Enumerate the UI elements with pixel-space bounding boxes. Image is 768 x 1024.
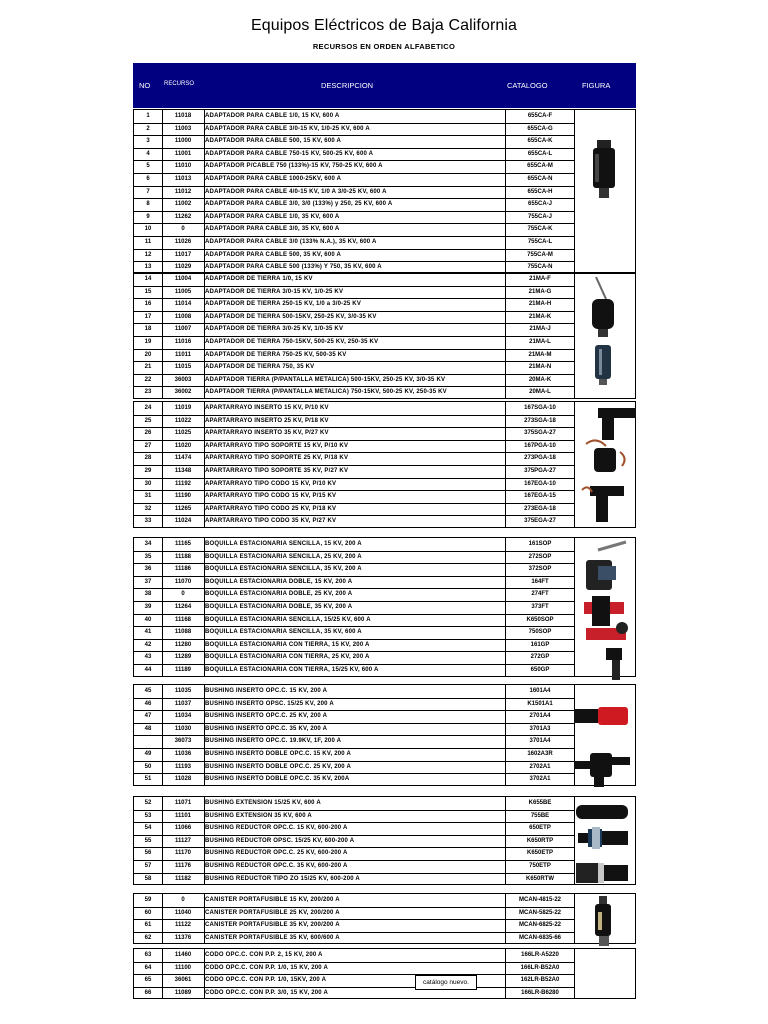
catalog-code: K650ETP (526, 850, 553, 857)
resource-code: 11015 (174, 364, 192, 371)
resource-code: 36003 (174, 376, 192, 383)
description: BUSHING REDUCTOR TIPO ZO 15/25 KV, 600-200 A (205, 875, 360, 882)
col-catalogo: CATALOGO (507, 81, 548, 90)
row-number: 34 (144, 541, 152, 547)
row-number: 48 (144, 725, 152, 732)
catalog-code: 1601A4 (529, 688, 551, 694)
description: CANISTER PORTAFUSIBLE 15 KV, 200/200 A (205, 897, 340, 903)
catalog-code: 3702A1 (529, 776, 551, 783)
description: BOQUILLA ESTACIONARIA SENCILLA, 35 KV, 600 A (205, 629, 362, 636)
catalog-code: 655CA-N (527, 176, 553, 182)
catalog-code: MCAN-6825-22 (518, 922, 561, 929)
description: CODO OPC.C. CON P.P. 3/0, 15 KV, 200 A (205, 989, 328, 996)
resource-code: 11289 (174, 654, 192, 661)
row-number: 51 (144, 776, 152, 783)
row-number: 33 (144, 518, 152, 525)
row-number: 59 (144, 897, 152, 903)
catalog-code: 274FT (531, 591, 549, 598)
description: BUSHING EXTENSION 35 KV, 600 A (205, 812, 312, 819)
description: ADAPTADOR DE TIERRA 750, 35 KV (205, 364, 315, 371)
row-number: 57 (144, 863, 152, 869)
row-number: 1 (146, 113, 150, 119)
row-number: 25 (144, 417, 152, 424)
description: APARTARRAYO TIPO SOPORTE 25 KV, P/18 KV (205, 455, 349, 462)
resource-code: 11003 (174, 125, 192, 132)
description: APARTARRAYO TIPO SOPORTE 15 KV, P/10 KV (205, 442, 349, 449)
row-number: 16 (144, 301, 152, 308)
catalog-code: 755BE (530, 812, 550, 819)
catalog-code: 21MA-K (528, 313, 552, 320)
resource-code: 11017 (174, 251, 192, 258)
catalog-code: 167EGA-15 (524, 493, 556, 500)
description: BOQUILLA ESTACIONARIA DOBLE, 35 KV, 200 A (205, 604, 353, 610)
resource-code: 11100 (174, 964, 192, 971)
description: BUSHING REDUCTOR OPC.C. 25 KV, 600-200 A (205, 850, 348, 857)
ground-adapter-icon (582, 277, 622, 392)
row-number: 46 (144, 700, 152, 707)
row-number: 52 (144, 800, 152, 806)
catalog-code: 167EGA-10 (524, 480, 556, 487)
resource-code: 11264 (174, 604, 192, 610)
description: ADAPTADOR PARA CABLE 1/0, 35 KV, 600 A (205, 213, 340, 220)
row-number: 20 (144, 351, 152, 358)
catalog-code: 161GP (530, 641, 550, 648)
row-number: 24 (144, 405, 152, 411)
description: ADAPTADOR PARA CABLE 1/0, 15 KV, 600 A (205, 113, 340, 119)
catalog-code: 373FT (531, 604, 549, 610)
row-number: 50 (144, 763, 152, 770)
catalog-code: 273SGA-18 (524, 417, 556, 424)
catalog-code: 750ETP (529, 863, 551, 869)
resource-code: 11280 (174, 641, 192, 648)
row-number: 12 (144, 251, 152, 258)
resource-code: 11088 (174, 629, 192, 636)
description: BUSHING EXTENSION 15/25 KV, 600 A (205, 800, 321, 806)
row-number: 42 (144, 641, 152, 648)
description: ADAPTADOR DE TIERRA 1/0, 15 KV (205, 276, 313, 282)
description: ADAPTADOR DE TIERRA 3/0-25 KV, 1/0-35 KV (205, 326, 344, 333)
catalog-code: 755CA-J (527, 213, 552, 220)
row-number: 29 (144, 468, 152, 474)
resource-code: 0 (181, 226, 185, 233)
resource-code: 11011 (174, 351, 192, 358)
row-number: 39 (144, 604, 152, 610)
description: BOQUILLA ESTACIONARIA SENCILLA, 15/25 KV, 600 A (205, 616, 371, 623)
row-number: 8 (146, 201, 150, 208)
catalog-code: 20MA-L (529, 389, 551, 396)
catalog-code: 755CA-L (527, 239, 553, 245)
page-title: Equipos Eléctricos de Baja California (250, 17, 518, 34)
description: BUSHING REDUCTOR OPSC. 15/25 KV, 600-200 A (205, 837, 355, 844)
arrester-icon (580, 404, 640, 531)
description: BOQUILLA ESTACIONARIA SENCILLA, 15 KV, 200 A (205, 541, 362, 547)
catalog-code: 655CA-M (527, 163, 553, 170)
description: BUSHING INSERTO DOBLE OPC.C. 25 KV, 200 A (205, 763, 352, 770)
row-number: 26 (144, 430, 152, 437)
resource-code: 11012 (174, 188, 192, 195)
catalog-code: 655CA-F (527, 113, 553, 119)
description: APARTARRAYO TIPO CODO 35 KV, P/27 KV (205, 518, 337, 525)
description: BOQUILLA ESTACIONARIA DOBLE, 15 KV, 200 A (205, 578, 353, 585)
row-number: 9 (146, 213, 150, 220)
column-divider (574, 894, 575, 943)
row-number: 31 (144, 493, 152, 500)
catalog-code: MCAN-5825-22 (518, 909, 561, 916)
description: ADAPTADOR PARA CABLE 1000-25KV, 600 A (205, 176, 342, 182)
description: BUSHING INSERTO DOBLE OPC.C. 15 KV, 200 A (205, 751, 352, 757)
resource-code: 11007 (174, 326, 192, 333)
catalog-code: 166LR-B6280 (521, 989, 559, 996)
catalog-code: 655CA-G (527, 125, 553, 132)
column-divider (574, 402, 575, 527)
row-number: 62 (144, 934, 152, 941)
catalog-code: K655BE (528, 800, 552, 806)
adapter-icon (589, 140, 619, 205)
row-number: 45 (144, 688, 152, 694)
row-number: 6 (146, 176, 150, 182)
row-number: 35 (144, 553, 152, 560)
resource-code: 11376 (174, 934, 192, 941)
row-number: 4 (146, 150, 150, 157)
row-number: 2 (146, 125, 150, 132)
resource-code: 11000 (174, 138, 192, 145)
resource-code: 11029 (174, 264, 192, 271)
description: BOQUILLA ESTACIONARIA DOBLE, 25 KV, 200 A (205, 591, 353, 598)
resource-code: 11265 (174, 505, 192, 512)
catalog-code: 655CA-H (527, 188, 553, 195)
resource-code: 36002 (174, 389, 192, 396)
description: ADAPTADOR TIERRA (P/PANTALLA METALICA) 500-15KV, 250-25 KV, 3/0-35 KV (205, 376, 446, 383)
row-number: 5 (146, 163, 150, 170)
resource-code: 11182 (174, 875, 192, 882)
resource-code: 11192 (174, 480, 192, 487)
description: ADAPTADOR PARA CABLE 3/0-15 KV, 1/0-25 KV, 600 A (205, 125, 370, 132)
description: APARTARRAYO INSERTO 25 KV, P/18 KV (205, 417, 329, 424)
row-group (133, 684, 636, 786)
row-number: 27 (144, 442, 152, 449)
description: ADAPTADOR P/CABLE 750 (133%)-15 KV, 750-25 KV, 600 A (205, 163, 383, 170)
catalog-code: 167SGA-10 (524, 405, 556, 411)
description: ADAPTADOR PARA CABLE 3/0, 35 KV, 600 A (205, 226, 340, 233)
column-divider (574, 538, 575, 676)
row-number: 66 (144, 989, 152, 996)
row-number: 14 (144, 276, 152, 282)
row-number: 21 (144, 364, 152, 371)
description: ADAPTADOR PARA CABLE 500 (133%) Y 750, 35 KV, 600 A (205, 264, 382, 271)
description: CANISTER PORTAFUSIBLE 35 KV, 200/200 A (205, 922, 340, 929)
catalog-code: 21MA-F (529, 276, 551, 282)
row-number: 18 (144, 326, 152, 333)
catalog-code: 372SOP (528, 566, 552, 573)
catalog-code: 162LR-B52A0 (520, 977, 560, 984)
description: BUSHING REDUCTOR OPC.C. 15 KV, 600-200 A (205, 825, 348, 832)
row-number: 56 (144, 850, 152, 857)
resource-code: 11165 (174, 541, 192, 547)
row-number: 15 (144, 288, 152, 295)
row-number: 40 (144, 616, 152, 623)
column-divider (574, 949, 575, 998)
resource-code: 11026 (174, 239, 192, 245)
resource-code: 11014 (174, 301, 192, 308)
description: BOQUILLA ESTACIONARIA CON TIERRA, 15/25 KV, 600 A (205, 667, 379, 673)
row-number: 17 (144, 313, 152, 320)
resource-code: 11036 (174, 751, 192, 757)
catalog-code: 166LR-B52A0 (520, 964, 560, 971)
resource-code: 11024 (174, 518, 192, 525)
row-number: 49 (144, 751, 152, 757)
resource-code: 0 (181, 591, 185, 598)
row-number: 38 (144, 591, 152, 598)
catalog-code: 161SOP (528, 541, 552, 547)
row-number: 58 (144, 875, 152, 882)
description: APARTARRAYO TIPO CODO 15 KV, P/15 KV (205, 493, 337, 500)
col-figura: FIGURA (582, 81, 611, 90)
description: ADAPTADOR PARA CABLE 500, 35 KV, 600 A (205, 251, 342, 258)
catalog-code: K650RTP (526, 837, 554, 844)
catalog-code: 20MA-K (528, 376, 552, 383)
fuse-canister-icon (589, 896, 619, 953)
row-group (133, 272, 636, 399)
catalog-code: 1602A3R (527, 751, 553, 757)
comment-note: catálogo nuevo. (415, 975, 477, 990)
resource-code: 11034 (174, 713, 192, 720)
resource-code: 36073 (174, 738, 192, 745)
catalog-code: 272GP (530, 654, 550, 661)
row-number: 43 (144, 654, 152, 661)
row-number: 54 (144, 825, 152, 832)
description: ADAPTADOR DE TIERRA 250-15 KV, 1/0 a 3/0-25 KV (205, 301, 362, 308)
row-group (133, 948, 636, 999)
catalog-code: 272SOP (528, 553, 552, 560)
resource-code: 11018 (174, 113, 192, 119)
row-number: 63 (144, 952, 152, 958)
description: CODO OPC.C. CON P.P. 2, 15 KV, 200 A (205, 952, 323, 958)
catalog-code: 655CA-K (527, 138, 553, 145)
catalog-code: 3701A3 (529, 725, 551, 732)
catalog-code: K1501A1 (527, 700, 553, 707)
resource-code: 11016 (174, 339, 192, 345)
resource-code: 11170 (174, 850, 192, 857)
catalog-code: K650SOP (526, 616, 554, 623)
resource-code: 11066 (174, 825, 192, 832)
table-header (133, 63, 636, 108)
resource-code: 11262 (174, 213, 192, 220)
description: ADAPTADOR PARA CABLE 750-15 KV, 500-25 KV, 600 A (205, 150, 374, 157)
row-number: 44 (144, 667, 152, 673)
resource-code: 11193 (174, 763, 192, 770)
catalog-code: 375EGA-27 (524, 518, 556, 525)
resource-code: 0 (181, 897, 185, 903)
row-number: 13 (144, 264, 152, 271)
catalog-code: 375PGA-27 (524, 468, 556, 474)
resource-code: 11008 (174, 313, 192, 320)
description: CANISTER PORTAFUSIBLE 35 KV, 600/600 A (205, 934, 340, 941)
description: ADAPTADOR DE TIERRA 3/0-15 KV, 1/0-25 KV (205, 288, 344, 295)
catalog-code: MCAN-6835-66 (518, 934, 561, 941)
description: BUSHING INSERTO OPC.C. 19.9KV, 1F, 200 A (205, 738, 342, 745)
description: ADAPTADOR PARA CABLE 4/0-15 KV, 1/0 A 3/0-25 KV, 600 A (205, 188, 387, 195)
description: APARTARRAYO TIPO SOPORTE 35 KV, P/27 KV (205, 468, 349, 474)
row-number: 7 (146, 188, 150, 195)
row-group (133, 401, 636, 528)
resource-code: 11019 (174, 405, 192, 411)
catalog-code: 755CA-M (527, 251, 553, 258)
description: ADAPTADOR DE TIERRA 500-15KV, 250-25 KV, 3/0-35 KV (205, 313, 377, 320)
description: BOQUILLA ESTACIONARIA SENCILLA, 25 KV, 200 A (205, 553, 362, 560)
description: APARTARRAYO INSERTO 35 KV, P/27 KV (205, 430, 329, 437)
resource-code: 36061 (174, 977, 192, 984)
catalog-code: 3701A4 (529, 738, 551, 745)
resource-code: 11002 (174, 201, 192, 208)
catalog-code: 273EGA-18 (524, 505, 556, 512)
column-divider (574, 110, 575, 273)
description: BOQUILLA ESTACIONARIA CON TIERRA, 25 KV, 200 A (205, 654, 370, 661)
row-number: 64 (144, 964, 152, 971)
catalog-code: 21MA-L (529, 339, 551, 345)
row-number: 55 (144, 837, 152, 844)
resource-code: 11168 (174, 616, 192, 623)
page-subtitle: RECURSOS EN ORDEN ALFABETICO (312, 42, 456, 51)
catalog-code: 167PGA-10 (524, 442, 556, 449)
description: APARTARRAYO TIPO CODO 25 KV, P/18 KV (205, 505, 337, 512)
row-number: 23 (144, 389, 152, 396)
catalog-code: 164FT (531, 578, 549, 585)
description: ADAPTADOR DE TIERRA 750-15KV, 500-25 KV, 250-35 KV (205, 339, 379, 345)
resource-code: 11037 (174, 700, 192, 707)
catalog-code: 375SGA-27 (524, 430, 556, 437)
row-group (133, 796, 636, 885)
description: BUSHING INSERTO OPC.C. 25 KV, 200 A (205, 713, 328, 720)
resource-code: 11004 (174, 276, 192, 282)
catalog-code: 755CA-N (527, 264, 553, 271)
resource-code: 11022 (174, 417, 192, 424)
resource-code: 11101 (174, 812, 192, 819)
resource-code: 11001 (174, 150, 192, 157)
row-group (133, 537, 636, 677)
row-group (133, 109, 636, 274)
row-number: 22 (144, 376, 152, 383)
row-number: 11 (144, 239, 152, 245)
resource-code: 11122 (174, 922, 192, 929)
resource-code: 11348 (174, 468, 192, 474)
catalog-code: 650ETP (529, 825, 551, 832)
row-number: 3 (146, 138, 150, 145)
resource-code: 11189 (174, 667, 192, 673)
row-number: 32 (144, 505, 152, 512)
resource-code: 11127 (174, 837, 192, 844)
catalog-code: MCAN-4815-22 (518, 897, 561, 903)
description: CANISTER PORTAFUSIBLE 25 KV, 200/200 A (205, 909, 340, 916)
resource-code: 11025 (174, 430, 192, 437)
row-group (133, 893, 636, 944)
catalog-code: 21MA-H (528, 301, 552, 308)
row-number: 28 (144, 455, 152, 462)
resource-code: 11035 (174, 688, 192, 694)
description: BUSHING REDUCTOR OPC.C. 35 KV, 600-200 A (205, 863, 348, 869)
row-number: 61 (144, 922, 152, 929)
catalog-code: 21MA-N (528, 364, 552, 371)
col-no: NO (139, 81, 151, 90)
catalog-code: 750SOP (528, 629, 552, 636)
description: ADAPTADOR TIERRA (P/PANTALLA METALICA) 750-15KV, 500-25 KV, 250-35 KV (205, 389, 447, 396)
catalog-code: K650RTW (525, 875, 554, 882)
resource-code: 11010 (174, 163, 192, 170)
resource-code: 11070 (174, 578, 192, 585)
row-number: 53 (144, 812, 152, 819)
resource-code: 11071 (174, 800, 192, 806)
row-number: 10 (144, 226, 152, 233)
description: BOQUILLA ESTACIONARIA CON TIERRA, 15 KV, 200 A (205, 641, 370, 648)
resource-code: 11013 (174, 176, 192, 182)
resource-code: 11030 (174, 725, 192, 732)
catalog-code: 273PGA-18 (524, 455, 556, 462)
resource-code: 11186 (174, 566, 192, 573)
resource-code: 11005 (174, 288, 192, 295)
column-divider (574, 273, 575, 398)
description: ADAPTADOR PARA CABLE 3/0, 3/0 (133%) y 250, 25 KV, 600 A (205, 201, 393, 208)
resource-code: 11460 (174, 952, 192, 958)
description: APARTARRAYO INSERTO 15 KV, P/10 KV (205, 405, 329, 411)
resource-code: 11028 (174, 776, 192, 783)
row-number: 36 (144, 566, 152, 573)
row-number: 41 (144, 629, 152, 636)
resource-code: 11089 (174, 989, 192, 996)
resource-code: 11020 (174, 442, 192, 449)
description: ADAPTADOR DE TIERRA 750-25 KV, 500-35 KV (205, 351, 347, 358)
description: CODO OPC.C. CON P.P. 1/0, 15KV, 200 A (205, 977, 327, 984)
description: ADAPTADOR PARA CABLE 500, 15 KV, 600 A (205, 138, 342, 145)
description: BUSHING INSERTO OPSC. 15/25 KV, 200 A (205, 700, 334, 707)
catalog-code: 755CA-K (527, 226, 553, 233)
row-number: 47 (144, 713, 152, 720)
catalog-code: 21MA-G (528, 288, 552, 295)
resource-code: 11474 (174, 455, 192, 462)
catalog-code: 655CA-J (527, 201, 552, 208)
row-number: 65 (144, 977, 152, 984)
col-recurso: RECURSO (164, 81, 195, 87)
catalog-code: 655CA-L (527, 150, 553, 157)
catalog-code: 21MA-J (529, 326, 551, 333)
row-number: 19 (144, 339, 152, 345)
row-number: 37 (144, 578, 152, 585)
catalog-code: 21MA-M (528, 351, 552, 358)
description: BUSHING INSERTO OPC.C. 15 KV, 200 A (205, 688, 328, 694)
bushing-extension-icon (574, 801, 634, 896)
description: CODO OPC.C. CON P.P. 1/0, 15 KV, 200 A (205, 964, 328, 971)
description: ADAPTADOR PARA CABLE 3/0 (133% N.A.), 35 KV, 600 A (205, 239, 377, 245)
catalog-code: 166LR-A5220 (521, 952, 559, 958)
description: BUSHING INSERTO DOBLE OPC.C. 35 KV, 200A (205, 776, 350, 783)
resource-code: 11176 (174, 863, 192, 869)
bushing-insert-icon (572, 689, 634, 794)
description: APARTARRAYO TIPO CODO 15 KV, P/10 KV (205, 480, 337, 487)
catalog-code: 2701A4 (529, 713, 551, 720)
row-number: 30 (144, 480, 152, 487)
description: BOQUILLA ESTACIONARIA SENCILLA, 35 KV, 200 A (205, 566, 362, 573)
description: BUSHING INSERTO OPC.C. 35 KV, 200 A (205, 725, 328, 732)
resource-code: 11040 (174, 909, 192, 916)
catalog-code: 2702A1 (529, 763, 551, 770)
row-number: 60 (144, 909, 152, 916)
resource-code: 11188 (174, 553, 192, 560)
bushing-stand-icon (578, 540, 638, 690)
col-descripcion: DESCRIPCION (321, 81, 374, 90)
catalog-code: 650GP (530, 667, 550, 673)
resource-code: 11190 (174, 493, 192, 500)
